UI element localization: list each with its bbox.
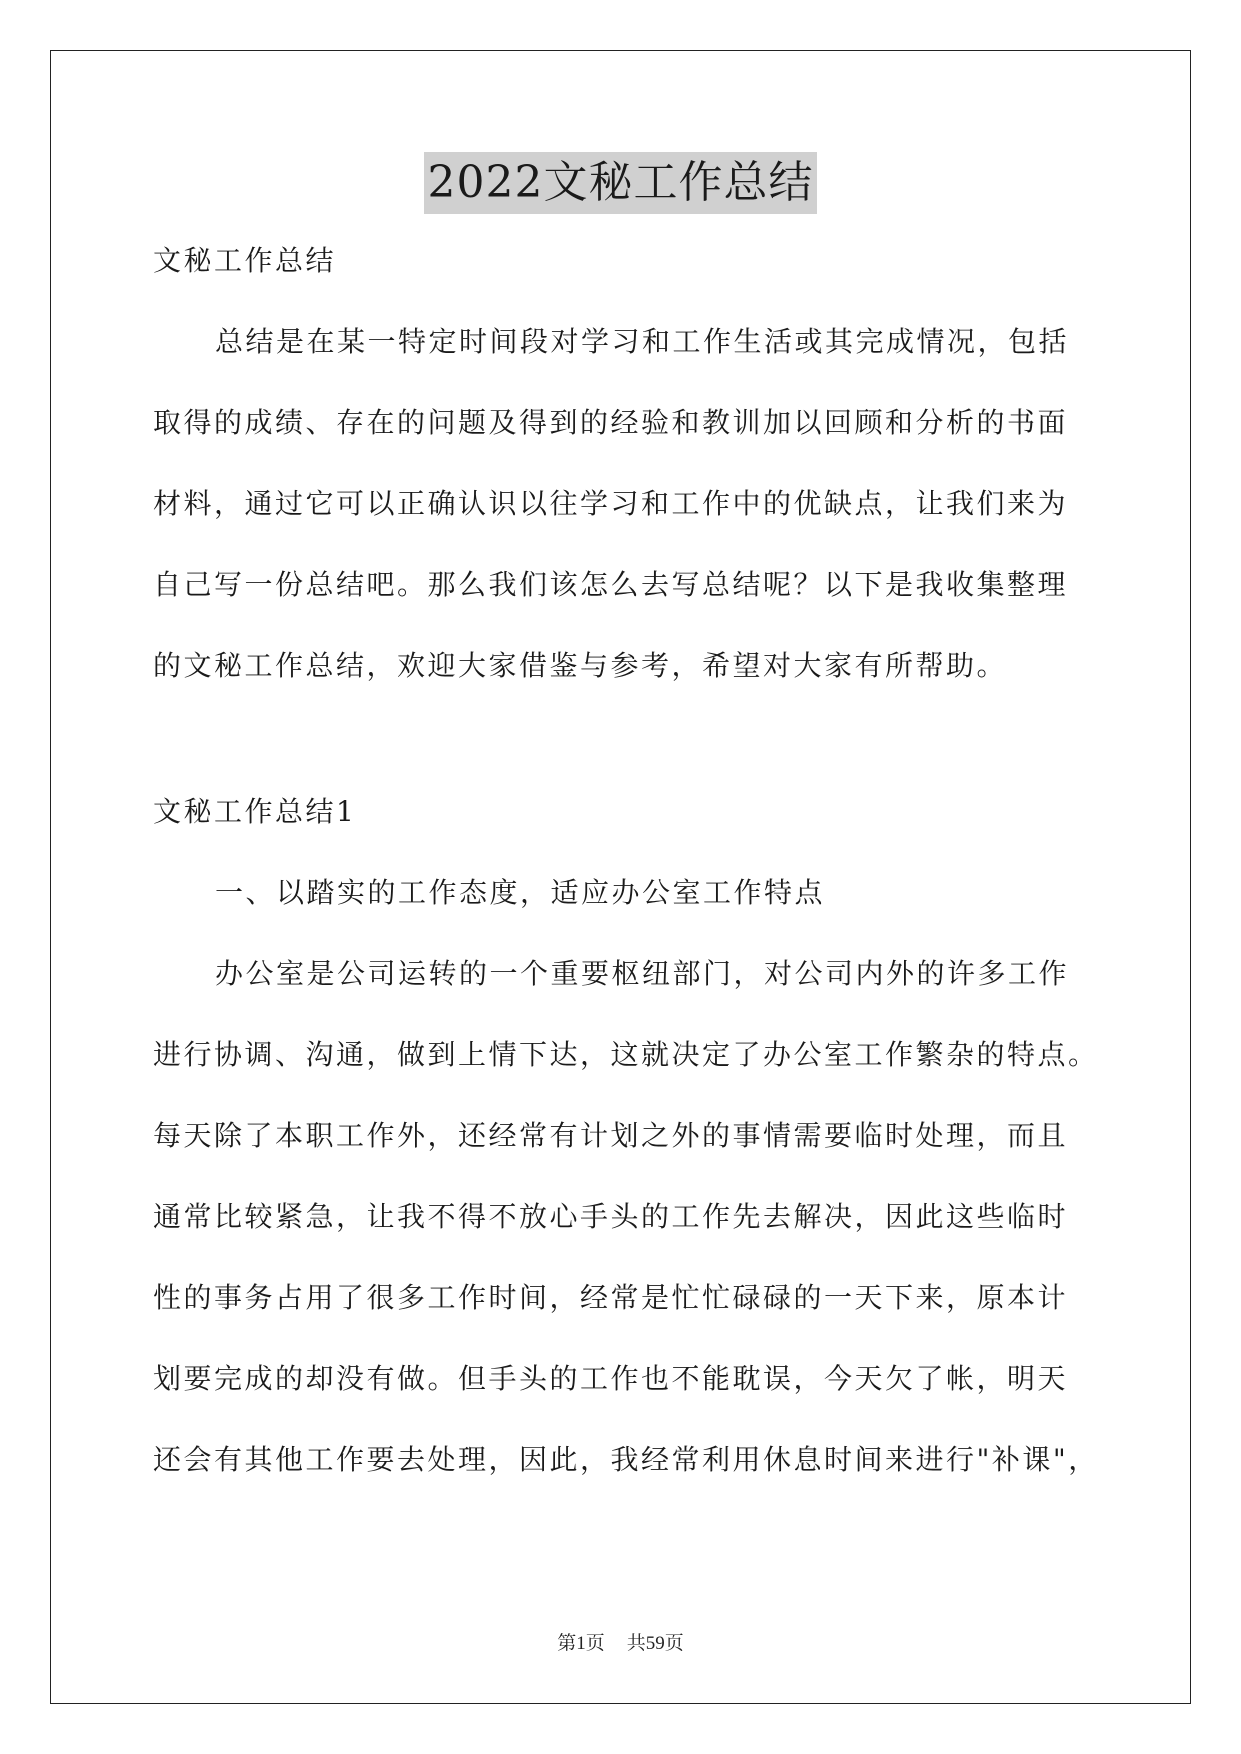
document-body <box>153 232 1099 1512</box>
title-text: 2022文秘工作总结 <box>424 152 818 214</box>
paragraph-line: 取得的成绩、存在的问题及得到的经验和教训加以回顾和分析的书面 <box>153 406 1069 439</box>
paragraph-line: 进行协调、沟通，做到上情下达，这就决定了办公室工作繁杂的特点。 <box>153 1038 1099 1071</box>
paragraph-line: 的文秘工作总结，欢迎大家借鉴与参考，希望对大家有所帮助。 <box>153 649 1008 682</box>
paragraph-line: 办公室是公司运转的一个重要枢纽部门，对公司内外的许多工作 <box>215 957 1070 990</box>
page-footer <box>0 1628 1241 1655</box>
section-heading: 文秘工作总结 <box>153 244 337 277</box>
document-title <box>0 152 1241 214</box>
paragraph-line: 材料，通过它可以正确认识以往学习和工作中的优缺点，让我们来为 <box>153 487 1069 520</box>
subheading: 一、以踏实的工作态度，适应办公室工作特点 <box>215 876 826 909</box>
paragraph-line: 自己写一份总结吧。那么我们该怎么去写总结呢？以下是我收集整理 <box>153 568 1069 601</box>
page-number: 第1页 <box>557 1633 605 1654</box>
paragraph-line: 划要完成的却没有做。但手头的工作也不能耽误，今天欠了帐，明天 <box>153 1362 1069 1395</box>
paragraph-line: 每天除了本职工作外，还经常有计划之外的事情需要临时处理，而且 <box>153 1119 1069 1152</box>
paragraph-line: 还会有其他工作要去处理，因此，我经常利用休息时间来进行"补课"， <box>153 1443 1099 1476</box>
section-heading: 文秘工作总结1 <box>153 795 357 828</box>
paragraph-line: 性的事务占用了很多工作时间，经常是忙忙碌碌的一天下来，原本计 <box>153 1281 1069 1314</box>
spacer <box>153 718 1093 783</box>
paragraph-line: 总结是在某一特定时间段对学习和工作生活或其完成情况，包括 <box>215 325 1070 358</box>
page-total: 共59页 <box>626 1633 684 1654</box>
paragraph-line: 通常比较紧急，让我不得不放心手头的工作先去解决，因此这些临时 <box>153 1200 1069 1233</box>
